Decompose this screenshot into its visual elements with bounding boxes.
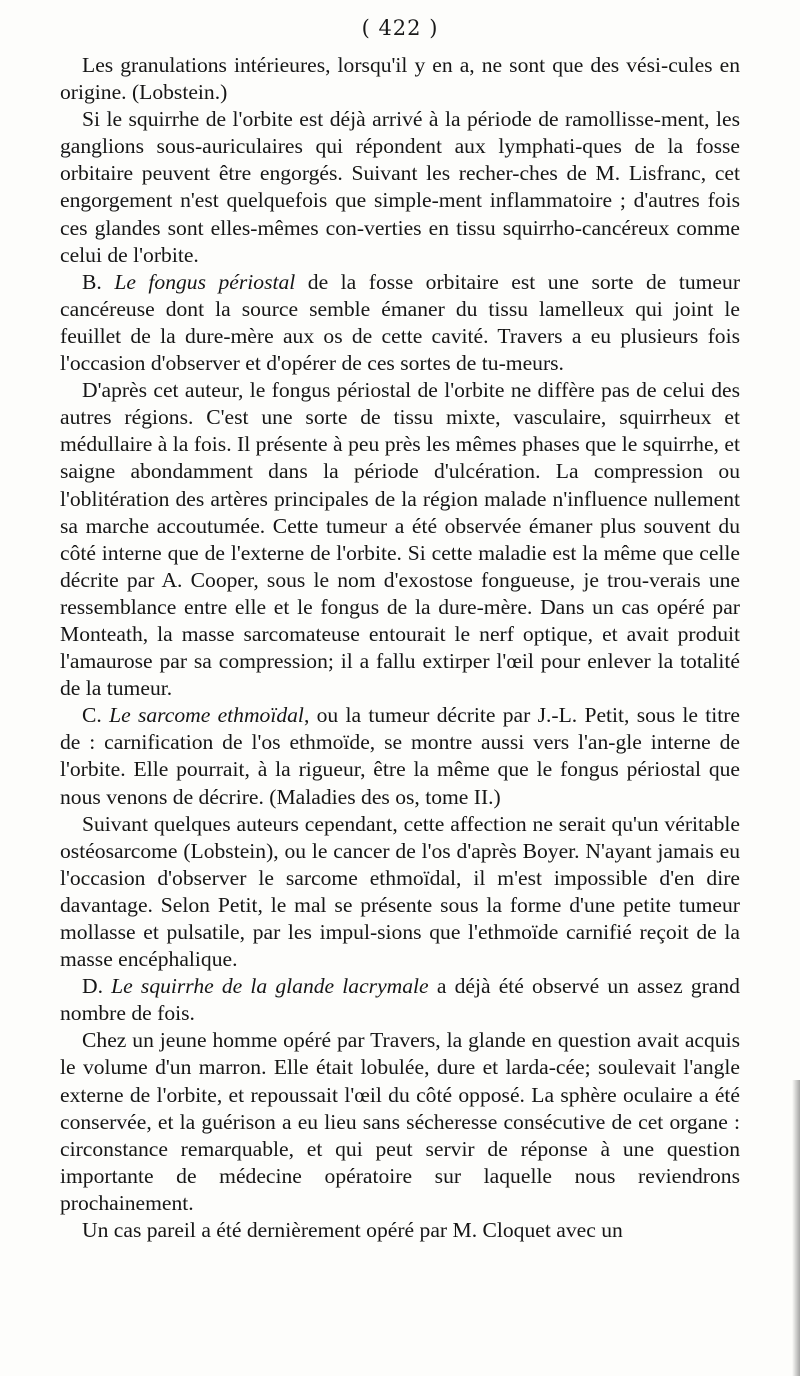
text-segment: Les granulations intérieures, lorsqu'il y en a, ne sont que des vési-cules en origine. (Lobstein.) — [60, 53, 740, 105]
italic-heading: Le squirrhe de la glande lacrymale — [111, 974, 429, 999]
paragraph — [60, 973, 740, 1027]
italic-heading: Le fongus périostal — [114, 269, 296, 294]
page-edge-shadow — [792, 1080, 800, 1376]
paragraph — [60, 269, 740, 377]
text-segment: D'après cet auteur, le fongus périostal de l'orbite ne diffère pas de celui des autres régions. C'est une sorte de tissu mixte, vasculaire, squirrheux et médullaire à la fois. Il présente à peu près les mêmes phases que le squirrhe, et saigne abondamment dans la période d'ulcération. La compression ou l'oblitération des artères principales de la région malade n'influence nullement sa marche accoutumée. Cette tumeur a été observée émaner plus souvent du côté interne que de l'externe de l'orbite. Si cette maladie est la même que celle décrite par A. Cooper, sous le nom d'exostose fongueuse, je trou-verais une ressemblance entre elle et le fongus de la dure-mère. Dans un cas opéré par Monteath, la masse sarcomateuse entourait le nerf optique, et avait produit l'amaurose par sa compression; il a fallu extirper l'œil pour enlever la totalité de la tumeur. — [60, 378, 740, 701]
text-segment: de la fosse orbitaire est une sorte de tumeur cancéreuse dont la source semble émaner du tissu lamelleux qui joint le feuillet de la dure-mère aux os de cette cavité. Travers a eu plusieurs fois l'occasion d'observer et d'opérer de ces sortes de tu-meurs. — [60, 269, 741, 376]
text-segment: , ou la tumeur décrite par J.-L. Petit, sous le titre de : carnification de l'os ethmoïde, se montre aussi vers l'an-gle interne de l'orbite. Elle pourrait, à la rigueur, être la même que le fongus périostal que nous venons de décrire. (Maladies des os, tome II.) — [60, 703, 740, 809]
paragraph — [60, 377, 740, 702]
body-text — [60, 52, 740, 1244]
text-segment: Un cas pareil a été dernièrement opéré par M. Cloquet avec un — [82, 1218, 623, 1243]
paragraph — [60, 702, 740, 810]
text-segment: B. — [82, 269, 115, 294]
text-segment: D. — [82, 974, 112, 999]
text-segment: Chez un jeune homme opéré par Travers, la glande en question avait acquis le volume d'un marron. Elle était lobulée, dure et larda-cée; soulevait l'angle externe de l'orbite, et repoussait l'œil du côté opposé. La sphère oculaire a été conservée, et la guérison a eu lieu sans sécheresse consécutive de cet organe : circonstance remarquable, et qui peut servir de réponse à une question importante de médecine opératoire sur laquelle nous reviendrons prochainement. — [60, 1028, 740, 1215]
text-segment: Suivant quelques auteurs cependant, cette affection ne serait qu'un véritable ostéosarcome (Lobstein), ou le cancer de l'os d'après Boyer. N'ayant jamais eu l'occasion d'observer le sarcome ethmoïdal, il m'est impossible d'en dire davantage. Selon Petit, le mal se présente sous la forme d'une petite tumeur mollasse et pulsatile, par les impul-sions que l'ethmoïde carnifié reçoit de la masse encéphalique. — [60, 811, 740, 972]
text-segment: a déjà été observé un assez grand nombre de fois. — [60, 974, 740, 1026]
italic-heading: Le sarcome ethmoïdal — [109, 703, 304, 728]
text-segment: C. — [82, 703, 110, 728]
paragraph — [60, 1217, 740, 1244]
paragraph — [60, 106, 740, 269]
page-number: ( 422 ) — [361, 16, 439, 40]
paragraph — [60, 52, 740, 106]
text-segment: Si le squirrhe de l'orbite est déjà arrivé à la période de ramollisse-ment, les ganglions sous-auriculaires qui répondent aux lymphati-ques de la fosse orbitaire peuvent être engorgés. Suivant les recher-ches de M. Lisfranc, cet engorgement n'est quelquefois que simple-ment inflammatoire ; d'autres fois ces glandes sont elles-mêmes con-verties en tissu squirrho-cancéreux comme celui de l'orbite. — [60, 107, 740, 267]
paragraph — [60, 811, 740, 974]
paragraph — [60, 1027, 740, 1217]
